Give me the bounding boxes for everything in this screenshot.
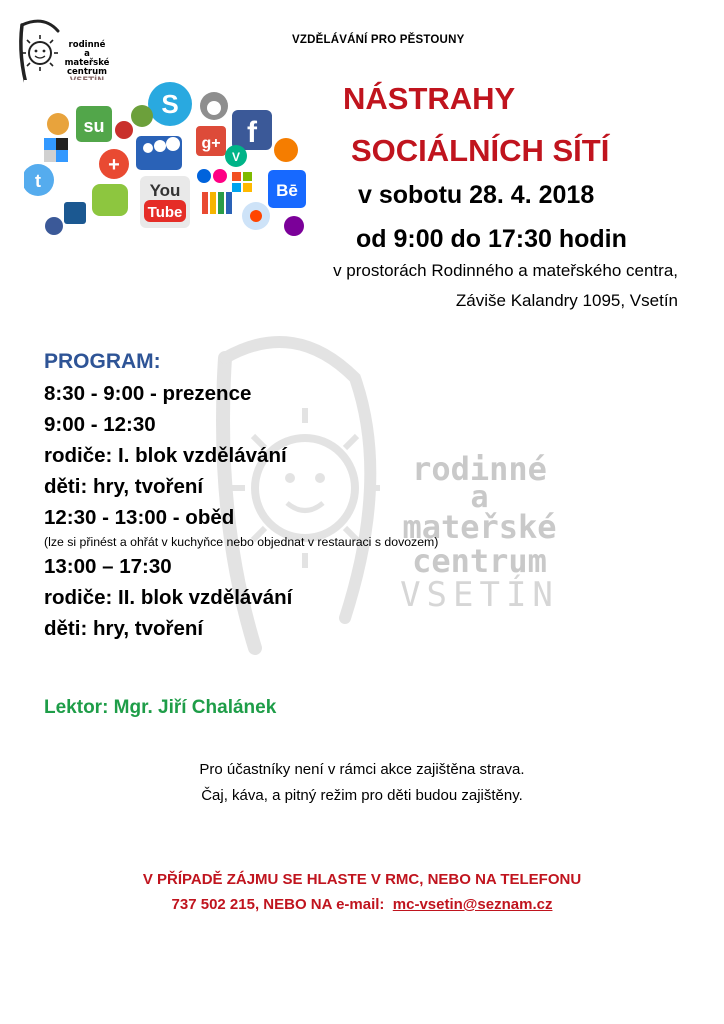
venue-line2: Záviše Kalandry 1095, Vsetín (455, 291, 678, 310)
svg-text:+: + (108, 154, 120, 176)
reddit-icon (242, 202, 270, 230)
date-line: v sobotu 28. 4. 2018 (358, 181, 595, 209)
lecturer: Lektor: Mgr. Jiří Chalánek (44, 697, 277, 718)
delicious-icon (44, 138, 68, 162)
youtube-icon (140, 176, 190, 228)
email-link[interactable]: mc-vsetin@seznam.cz (392, 896, 553, 913)
program-row: rodiče: II. blok vzdělávání (44, 586, 293, 609)
title-line2: SOCIÁLNÍCH SÍTÍ (351, 133, 610, 168)
watermark-line: VSETÍN (400, 575, 559, 615)
digg-icon (64, 202, 86, 224)
contact-phone: 737 502 215, NEBO NA e-mail: (171, 896, 385, 913)
skype-icon (148, 82, 192, 126)
program-note: (lze si přinést a ohřát v kuchyňce nebo objednat v restauraci s dovozem) (44, 535, 439, 549)
logo-line: rodinné (68, 40, 106, 50)
social-media-collage (24, 80, 310, 236)
program-row: 12:30 - 13:00 - oběd (44, 506, 235, 529)
logo-line: centrum (66, 67, 108, 77)
program-row: rodiče: I. blok vzdělávání (44, 444, 287, 467)
program-row: děti: hry, tvoření (44, 617, 204, 640)
event-date (358, 173, 627, 261)
svg-text:S: S (161, 89, 179, 119)
contact-line1: V PŘÍPADĚ ZÁJMU SE HLASTE V RMC, NEBO NA TELEFONU (142, 871, 582, 888)
program-row: 13:00 – 17:30 (44, 555, 172, 578)
svg-text:t: t (35, 171, 41, 191)
youtube-label2: Tube (147, 204, 183, 221)
info-line2: Čaj, káva, a pitný režim pro děti budou zajištěny. (201, 787, 523, 804)
subtitle: VZDĚLÁVÁNÍ PRO PĚSTOUNY (292, 34, 465, 46)
program-row: děti: hry, tvoření (44, 475, 204, 498)
info-line1: Pro účastníky není v rámci akce zajištěna strava. (199, 761, 525, 778)
logo-line: mateřské (64, 58, 110, 68)
watermark-line: a (470, 480, 489, 515)
info-text (0, 757, 724, 809)
program-row: 8:30 - 9:00 - prezence (44, 382, 252, 405)
contact-section (0, 867, 724, 917)
page-title (343, 73, 609, 177)
svg-text:f: f (247, 116, 257, 149)
facebook-icon (232, 110, 272, 150)
yahoo-icon (284, 216, 304, 236)
youtube-label1: You (149, 181, 181, 200)
behance-icon (268, 170, 306, 208)
svg-text:g+: g+ (201, 135, 221, 152)
svg-text:su: su (83, 116, 105, 136)
venue-line1: v prostorách Rodinného a mateřského centra, (333, 261, 678, 280)
svg-text:V: V (231, 150, 241, 164)
stumbleupon-icon (76, 106, 112, 142)
behance-label: Bē (276, 181, 298, 200)
vine-icon (225, 145, 247, 167)
program-row: 9:00 - 12:30 (44, 413, 156, 436)
watermark-line: mateřské (402, 508, 557, 546)
myspace-icon (136, 136, 182, 170)
venue (333, 256, 678, 316)
time-line: od 9:00 do 17:30 hodin (356, 225, 627, 253)
program-section (44, 346, 438, 644)
watermark-line: centrum (412, 542, 547, 580)
watermark-line: rodinné (412, 450, 547, 488)
title-line1: NÁSTRAHY (343, 81, 516, 116)
google-plus-icon (196, 126, 226, 156)
logo-line: a (84, 49, 90, 59)
apple-icon (200, 92, 228, 120)
contact-line2 (0, 892, 724, 917)
program-heading: PROGRAM: (44, 350, 161, 373)
